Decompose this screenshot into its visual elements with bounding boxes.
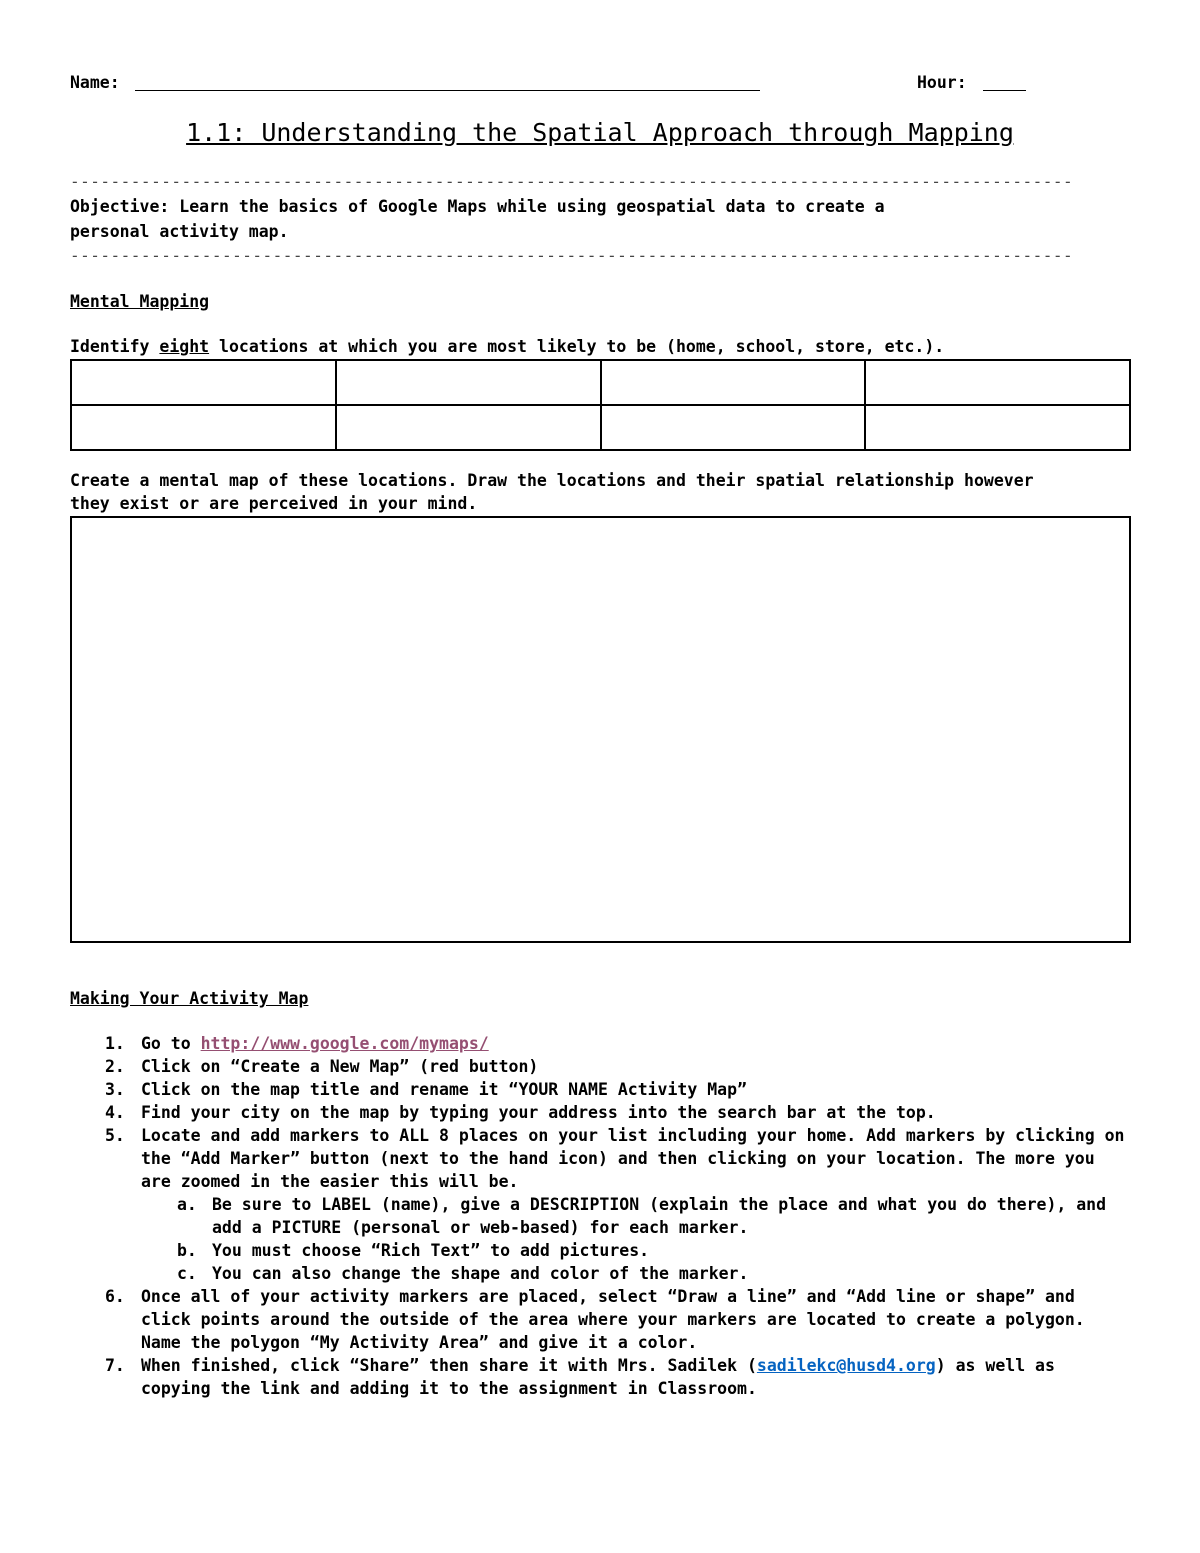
substep-letter: a. xyxy=(177,1195,197,1214)
step-text-post: ) as well as copying the link and adding it to the assignment in Classroom. xyxy=(141,1356,1055,1398)
instruction-pre: Identify xyxy=(70,337,160,356)
name-blank-line[interactable] xyxy=(135,90,760,91)
location-cell[interactable] xyxy=(71,405,336,450)
location-cell[interactable] xyxy=(865,405,1130,450)
divider-top: --------------------------------------------------------------------------------------------------- xyxy=(70,172,1074,191)
step-item xyxy=(70,1124,1130,1285)
step-number: 2. xyxy=(105,1057,125,1076)
step-number: 3. xyxy=(105,1080,125,1099)
step-number: 7. xyxy=(105,1356,125,1375)
substeps-list xyxy=(141,1193,1130,1285)
map-instruction-1: Create a mental map of these locations. Draw the locations and their spatial relationship however xyxy=(70,471,1034,490)
step-item xyxy=(70,1055,1130,1078)
substep-item xyxy=(141,1239,1130,1262)
location-cell[interactable] xyxy=(601,405,866,450)
table-row xyxy=(71,405,1130,450)
mymaps-link[interactable]: http://www.google.com/mymaps/ xyxy=(200,1034,489,1053)
objective-label: Objective: xyxy=(70,197,170,216)
substep-item xyxy=(141,1262,1130,1285)
step-text: Locate and add markers to ALL 8 places on your list including your home. Add markers by clicking on the “Add Marker” button (next to the hand icon) and then clicking on your location. The more you are zoomed in the easier this will be. xyxy=(141,1126,1125,1191)
location-cell[interactable] xyxy=(865,360,1130,405)
step-item xyxy=(70,1101,1130,1124)
location-cell[interactable] xyxy=(336,405,601,450)
step-text: Once all of your activity markers are placed, select “Draw a line” and “Add line or shape” and click points around the outside of the area where your markers are located to create a polygon. Name the polygon “My Activity Area” and give it a color. xyxy=(141,1287,1085,1352)
step-text: When finished, click “Share” then share it with Mrs. Sadilek ( xyxy=(141,1356,757,1375)
step-number: 4. xyxy=(105,1103,125,1122)
objective-text-1: Learn the basics of Google Maps while using geospatial data to create a xyxy=(179,197,885,216)
step-text: Click on “Create a New Map” (red button) xyxy=(141,1057,539,1076)
steps-list xyxy=(70,1032,1130,1400)
table-row xyxy=(71,360,1130,405)
step-item xyxy=(70,1285,1130,1354)
substep-text: You must choose “Rich Text” to add pictures. xyxy=(212,1241,650,1260)
step-text: Find your city on the map by typing your address into the search bar at the top. xyxy=(141,1103,936,1122)
step-number: 1. xyxy=(105,1034,125,1053)
step-item xyxy=(70,1078,1130,1101)
divider-bottom: --------------------------------------------------------------------------------------------------- xyxy=(70,246,1074,265)
instruction-post: locations at which you are most likely to be (home, school, store, etc.). xyxy=(209,337,945,356)
mental-mapping-heading: Mental Mapping xyxy=(70,292,210,311)
objective-line-1 xyxy=(70,197,885,216)
objective-text-2: personal activity map. xyxy=(70,222,289,241)
email-link[interactable]: sadilekc@husd4.org xyxy=(756,1356,936,1375)
worksheet-title: 1.1: Understanding the Spatial Approach through Mapping xyxy=(186,118,1014,147)
instruction-emphasis: eight xyxy=(159,337,210,356)
substep-letter: b. xyxy=(177,1241,197,1260)
step-text: Click on the map title and rename it “YOUR NAME Activity Map” xyxy=(141,1080,747,1099)
activity-map-heading: Making Your Activity Map xyxy=(70,989,309,1008)
name-label: Name: xyxy=(70,73,120,92)
substep-text: You can also change the shape and color of the marker. xyxy=(212,1264,749,1283)
substep-item xyxy=(141,1193,1130,1239)
location-cell[interactable] xyxy=(71,360,336,405)
step-item xyxy=(70,1032,1130,1055)
hour-label: Hour: xyxy=(917,73,967,92)
locations-table xyxy=(70,359,1131,451)
hour-blank-line[interactable] xyxy=(983,90,1026,91)
location-cell[interactable] xyxy=(601,360,866,405)
map-instruction-2: they exist or are perceived in your mind. xyxy=(70,494,478,513)
mental-map-drawing-area[interactable] xyxy=(70,516,1131,943)
locations-instruction xyxy=(70,337,944,356)
location-cell[interactable] xyxy=(336,360,601,405)
step-text: Go to xyxy=(141,1034,201,1053)
step-number: 6. xyxy=(105,1287,125,1306)
substep-letter: c. xyxy=(177,1264,197,1283)
substep-text: Be sure to LABEL (name), give a DESCRIPTION (explain the place and what you do there), and add a PICTURE (personal or web-based) for each marker. xyxy=(212,1195,1107,1237)
step-number: 5. xyxy=(105,1126,125,1145)
step-item xyxy=(70,1354,1130,1400)
